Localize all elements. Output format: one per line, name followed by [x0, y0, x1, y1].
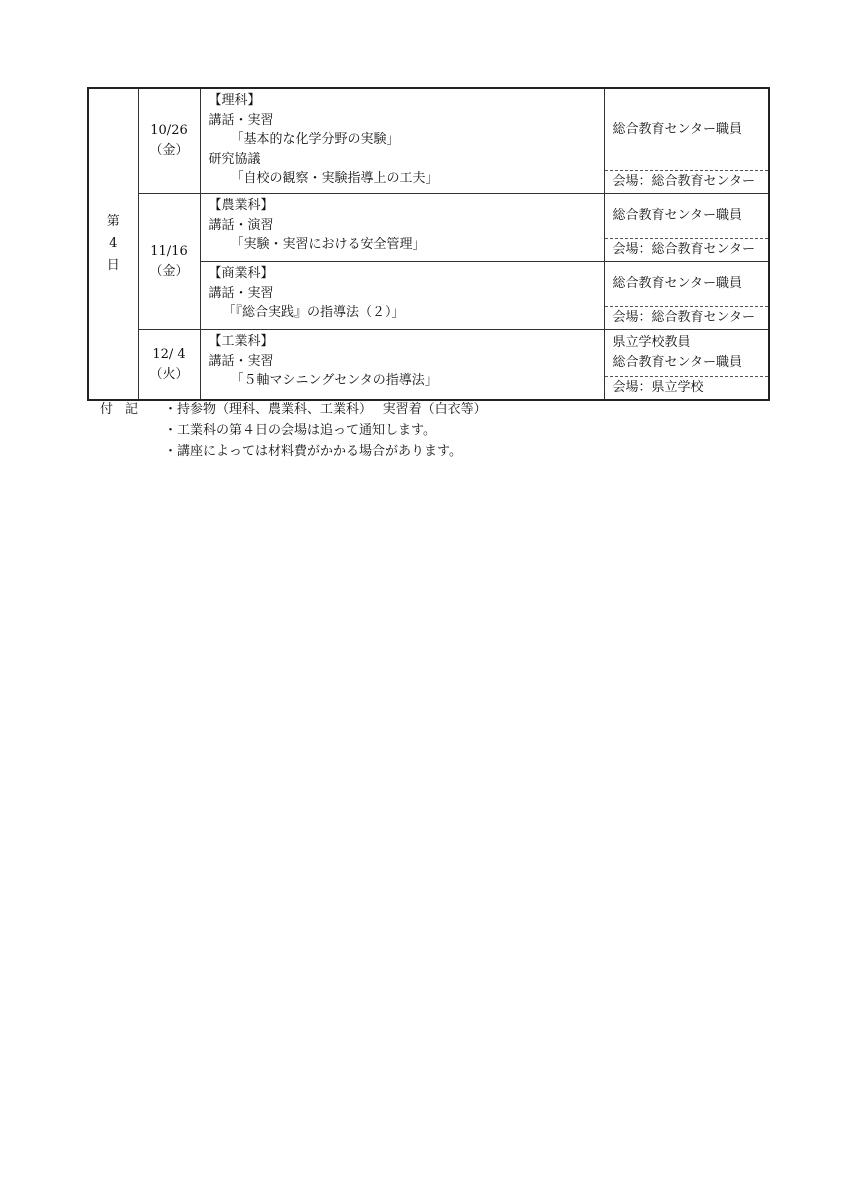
note-item: ・工業科の第４日の会場は追って通知します。: [164, 423, 436, 438]
session-date: 11/16: [150, 243, 188, 259]
content-line: 講話・実習: [208, 285, 274, 301]
subject-label: 【工業科】: [208, 334, 274, 349]
info-cell: [604, 330, 769, 401]
day-label-cell: [88, 88, 138, 400]
lecturer: 総合教育センター職員: [612, 208, 742, 223]
note-item: ・持参物（理科、農業科、工業科） 実習着（白衣等）: [164, 402, 487, 417]
notes-label: 付記: [100, 402, 151, 417]
lecturer: 県立学校教員: [612, 335, 691, 350]
content-cell: [200, 262, 604, 330]
content-line: 「自校の観察・実験指導上の工夫」: [230, 171, 439, 186]
info-cell: [604, 194, 769, 262]
lecturer: 総合教育センター職員: [612, 276, 742, 291]
subject-label: 【商業科】: [208, 266, 274, 281]
day-label-char: 日: [106, 258, 120, 273]
session-weekday: （火）: [149, 366, 189, 382]
info-cell: [604, 88, 769, 194]
content-line: 講話・実習: [208, 112, 274, 128]
lecturer-list: [605, 330, 769, 376]
venue: 会場：総合教育センター: [605, 170, 769, 193]
notes-section: [100, 399, 487, 462]
content-cell: [200, 194, 604, 262]
note-item: ・講座によっては材料費がかかる場合があります。: [164, 444, 462, 459]
content-line: 「実験・実習における安全管理」: [230, 237, 426, 252]
session-date: 10/26: [150, 123, 188, 138]
venue: 会場：総合教育センター: [605, 238, 769, 261]
subject-label: 【農業科】: [208, 198, 274, 213]
session-weekday: （金）: [149, 143, 189, 158]
day-label-char: 第: [106, 214, 120, 229]
session-date: 12/ 4: [152, 346, 186, 362]
content-cell: [200, 330, 604, 401]
table-row: [88, 330, 769, 401]
table-row: [88, 88, 769, 194]
date-cell: [138, 330, 200, 401]
session-weekday: （金）: [149, 263, 189, 279]
subject-label: 【理科】: [208, 93, 261, 108]
content-line: 講話・実習: [208, 353, 274, 369]
venue: 会場：総合教育センター: [605, 306, 769, 329]
info-cell: [604, 262, 769, 330]
schedule-table: [87, 87, 770, 401]
venue: 会場：県立学校: [605, 376, 769, 399]
table-row: [88, 194, 769, 262]
content-line: 研究協議: [208, 151, 261, 167]
lecturer: 総合教育センター職員: [612, 121, 742, 137]
content-line: 「『総合実践』の指導法（２）」: [222, 305, 405, 320]
content-cell: [200, 88, 604, 194]
date-cell: [138, 88, 200, 194]
lecturer: 総合教育センター職員: [612, 355, 742, 370]
content-line: 「５軸マシニングセンタの指導法」: [230, 373, 438, 388]
day-label-char: 4: [109, 236, 118, 251]
content-line: 「基本的な化学分野の実験」: [230, 132, 400, 147]
date-cell: [138, 194, 200, 330]
content-line: 講話・演習: [208, 217, 274, 233]
